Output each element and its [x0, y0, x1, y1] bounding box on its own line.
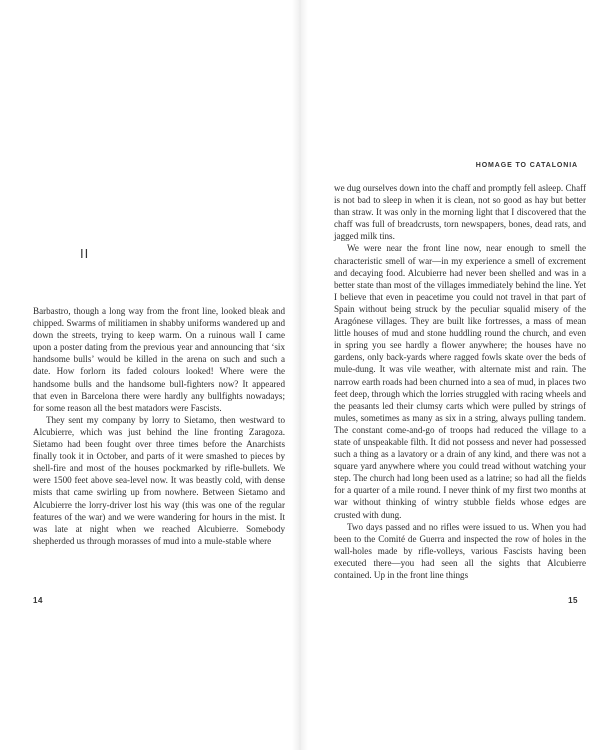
paragraph: They sent my company by lorry to Sietamo, then westward to Alcubierre, which was just behind the line fronting Zaragoza. Sietamo had been fought over three times before the Anarchists finally took it in October, and parts of it were smashed to pieces by shell-fire and most of the houses pockmarked by rifle-bullets. We were 1500 feet above sea-level now. It was beastly cold, with dense mists that came swirling up from nowhere. Between Sietamo and Alcubierre the lorry-driver lost his way (this was one of the regular features of the war) and we were wandering for hours in the mist. It was late at night when we reached Alcubierre. Somebody shepherded us through morasses of mud into a mule-stable where	[33, 414, 285, 546]
left-page-body	[33, 305, 285, 547]
right-page-body	[334, 182, 586, 581]
paragraph: we dug ourselves down into the chaff and promptly fell asleep. Chaff is not bad to sleep in when it is clean, not so good as hay but better than straw. It was only in the morning light that I discovered that the chaff was full of breadcrusts, torn newspapers, bones, dead rats, and jagged milk tins.	[334, 183, 586, 242]
paragraph: We were near the front line now, near enough to smell the characteristic smell of war—in my experience a smell of excrement and decaying food. Alcubierre had never been shelled and was in a better state than most of the villages immediately behind the line. Yet I believe that even in peacetime you could not travel in that part of Spain without being struck by the peculiar squalid misery of the Aragónese villages. They are built like fortresses, a mass of mean little houses of mud and stone huddling round the church, and even in spring you see hardly a flower anywhere; the houses have no gardens, only back-yards where ragged fowls skate over the beds of mule-dung. It was vile weather, with alternate mist and rain. The narrow earth roads had been churned into a sea of mud, in places two feet deep, through which the lorries struggled with racing wheels and the peasants led their clumsy carts which were pulled by strings of mules, sometimes as many as six in a string, always pulling tandem. The constant come-and-go of troops had reduced the village to a state of unspeakable filth. It did not possess and never had possessed such a thing as a lavatory or a drain of any kind, and there was not a square yard anywhere where you could tread without watching your step. The church had long been used as a latrine; so had all the fields for a quarter of a mile round. I never think of my first two months at war without thinking of wintry stubble fields whose edges are crusted with dung.	[334, 243, 587, 520]
paragraph: Barbastro, though a long way from the front line, looked bleak and chipped. Swarms of militiamen in shabby uniforms wandered up and down the streets, trying to keep warm. On a ruinous wall I came upon a poster dating from the previous year and announcing that ‘six handsome bulls’ would be killed in the arena on such and such a date. How forlorn its faded colours looked! Where were the handsome bulls and the handsome bull-fighters now? It appeared that even in Barcelona there were hardly any bullfights nowadays; for some reason all the best matadors were Fascists.	[33, 306, 285, 413]
page-number-left: 14	[33, 596, 43, 605]
page-number-right: 15	[568, 596, 578, 605]
running-head: HOMAGE TO CATALONIA	[475, 162, 578, 169]
chapter-number: II	[80, 246, 90, 261]
paragraph: Two days passed and no rifles were issued to us. When you had been to the Comité de Guerra and inspected the row of holes in the wall-holes made by rifle-volleys, various Fascists having been executed there—you had seen all the sights that Alcubierre contained. Up in the front line things	[334, 521, 586, 580]
right-page	[300, 0, 600, 750]
